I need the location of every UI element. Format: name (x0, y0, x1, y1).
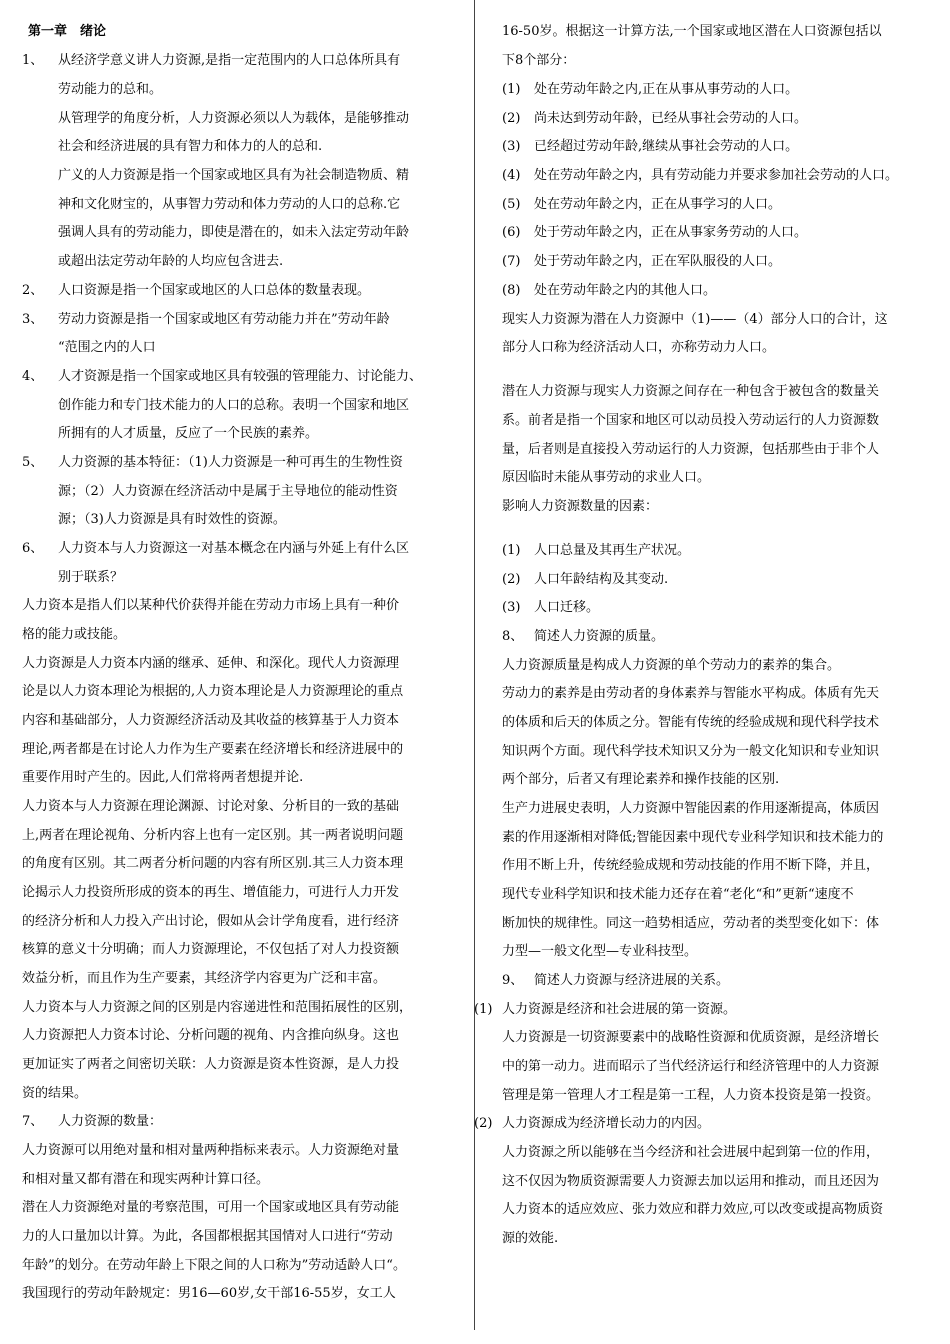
text-line: 内容和基础部分，人力资源经济活动及其收益的核算基于人力资本 (22, 713, 400, 728)
text-line: (7) (502, 254, 521, 269)
text-line: 管理是第一管理人才工程是第一工程，人力资本投资是第一投资。 (502, 1088, 880, 1103)
text-line: 人力资源的数量： (58, 1114, 163, 1129)
text-line: 的体质和后天的体质之分。智能有传统的经验成规和现代科学技术 (502, 715, 880, 730)
text-line: (2) (474, 1116, 493, 1131)
text-line: 人口资源是指一个国家或地区的人口总体的数量表现。 (58, 283, 371, 298)
text-line: 系。前者是指一个国家和地区可以动员投入劳动运行的人力资源数 (502, 413, 880, 428)
text-line: 别于联系？ (58, 570, 124, 585)
text-line: 部分人口称为经济活动人口，亦称劳动力人口。 (502, 340, 776, 355)
text-line: (1) (502, 543, 521, 558)
text-line: 影响人力资源数量的因素： (502, 499, 659, 514)
text-line: 人口总量及其再生产状况。 (534, 543, 691, 558)
text-line: 知识两个方面。现代科学技术知识又分为一般文化知识和专业知识 (502, 744, 880, 759)
text-line: 创作能力和专门技术能力的人口的总称。表明一个国家和地区 (58, 398, 410, 413)
text-line: 劳动能力的总和。 (58, 82, 163, 97)
chapter-title: 第一章 绪论 (28, 24, 107, 39)
text-line: (8) (502, 283, 521, 298)
text-line: 3、 (22, 312, 44, 327)
text-line: 从经济学意义讲人力资源,是指一定范围内的人口总体所具有 (58, 53, 401, 68)
text-line: 格的能力或技能。 (22, 627, 127, 642)
text-line: 2、 (22, 283, 44, 298)
text-line: 所拥有的人才质量，反应了一个民族的素养。 (58, 426, 319, 441)
text-line: (3) (502, 139, 521, 154)
text-line: (1) (474, 1002, 493, 1017)
text-line: 处于劳动年龄之内，正在军队服役的人口。 (534, 254, 782, 269)
text-line: 从管理学的角度分析，人力资源必须以人为载体，是能够推动 (58, 111, 410, 126)
text-line: (5) (502, 197, 521, 212)
text-line: 人力资本与人力资源在理论渊源、讨论对象、分析目的一致的基础 (22, 799, 400, 814)
text-line: 源；（2）人力资源在经济活动中是属于主导地位的能动性资 (58, 484, 398, 499)
text-line: 生产力进展史表明，人力资源中智能因素的作用逐渐提高，体质因 (502, 801, 880, 816)
text-line: 人力资源是一切资源要素中的战略性资源和优质资源，是经济增长 (502, 1030, 880, 1045)
text-line: 现实人力资源为潜在人力资源中（1)——（4）部分人口的合计，这 (502, 312, 888, 327)
text-line: 核算的意义十分明确；而人力资源理论，不仅包括了对人力投资额 (22, 942, 400, 957)
text-line: 或超出法定劳动年龄的人均应包含进去. (58, 254, 284, 269)
text-line: (2) (502, 572, 521, 587)
text-line: 的经济分析和人力投入产出讨论，假如从会计学角度看，进行经济 (22, 914, 400, 929)
text-line: 理论,两者都是在讨论人力作为生产要素在经济增长和经济进展中的 (22, 742, 404, 757)
text-line: 已经超过劳动年龄,继续从事社会劳动的人口。 (534, 139, 799, 154)
text-line: 人力资源质量是构成人力资源的单个劳动力的素养的集合。 (502, 658, 841, 673)
text-line: 1、 (22, 53, 44, 68)
text-line: 简述人力资源与经济进展的关系。 (534, 973, 730, 988)
text-line: 我国现行的劳动年龄规定：男16—60岁,女干部16-55岁，女工人 (22, 1286, 396, 1301)
text-line: 人力资本是指人们以某种代价获得并能在劳动力市场上具有一种价 (22, 598, 400, 613)
text-line: 原因临时未能从事劳动的求业人口。 (502, 470, 711, 485)
text-line: 人力资本与人力资源这一对基本概念在内涵与外延上有什么区 (58, 541, 410, 556)
text-line: 处在劳动年龄之内的其他人口。 (534, 283, 717, 298)
text-line: (4) (502, 168, 521, 183)
text-line: 强调人具有的劳动能力，即使是潜在的，如未入法定劳动年龄 (58, 225, 410, 240)
text-line: 论揭示人力投资所形成的资本的再生、增值能力，可进行人力开发 (22, 885, 400, 900)
text-line: 4、 (22, 369, 44, 384)
text-line: (2) (502, 111, 521, 126)
text-line: 8、 (502, 629, 524, 644)
text-line: 劳动力资源是指一个国家或地区有劳动能力并在”劳动年龄 (58, 312, 390, 327)
text-line: 潜在人力资源绝对量的考察范围，可用一个国家或地区具有劳动能 (22, 1200, 400, 1215)
text-line: 力的人口量加以计算。为此，各国都根据其国情对人口进行“劳动 (22, 1229, 393, 1244)
text-line: 源的效能. (502, 1231, 559, 1246)
text-line: 神和文化财宝的，从事智力劳动和体力劳动的人口的总称.它 (58, 197, 401, 212)
text-line: 资的结果。 (22, 1086, 88, 1101)
text-line: 5、 (22, 455, 44, 470)
text-line: 人口迁移。 (534, 600, 600, 615)
text-line: 人力资源是人力资本内涵的继承、延伸、和深化。现代人力资源理 (22, 656, 400, 671)
text-line: 下8个部分： (502, 53, 576, 68)
text-line: 论是以人力资本理论为根据的,人力资本理论是人力资源理论的重点 (22, 684, 404, 699)
text-line: 和相对量又都有潜在和现实两种计算口径。 (22, 1172, 270, 1187)
text-line: (6) (502, 225, 521, 240)
text-line: 7、 (22, 1114, 44, 1129)
text-line: 处在劳动年龄之内，正在从事学习的人口。 (534, 197, 782, 212)
text-line: 人力资源的基本特征：（1)人力资源是一种可再生的生物性资 (58, 455, 403, 470)
text-line: 力型—一般文化型—专业科技型。 (502, 944, 698, 959)
text-line: 人力资源可以用绝对量和相对量两种指标来表示。人力资源绝对量 (22, 1143, 400, 1158)
text-line: 断加快的规律性。同这一趋势相适应，劳动者的类型变化如下：体 (502, 916, 880, 931)
text-line: 9、 (502, 973, 524, 988)
text-line: 更加证实了两者之间密切关联：人力资源是资本性资源，是人力投 (22, 1057, 400, 1072)
text-line: 处在劳动年龄之内,正在从事从事劳动的人口。 (534, 82, 799, 97)
text-line: 潜在人力资源与现实人力资源之间存在一种包含于被包含的数量关 (502, 384, 880, 399)
text-line: 素的作用逐渐相对降低;智能因素中现代专业科学知识和技术能力的 (502, 830, 884, 845)
text-line: 源；（3)人力资源是具有时效性的资源。 (58, 512, 286, 527)
text-line: 人力资源成为经济增长动力的内因。 (502, 1116, 711, 1131)
text-line: 劳动力的素养是由劳动者的身体素养与智能水平构成。体质有先天 (502, 686, 880, 701)
text-line: 人口年龄结构及其变动. (534, 572, 669, 587)
text-line: 广义的人力资源是指一个国家或地区具有为社会制造物质、精 (58, 168, 410, 183)
text-line: 的角度有区别。其二两者分析问题的内容有所区别.其三人力资本理 (22, 856, 404, 871)
text-line: 人力资源是经济和社会进展的第一资源。 (502, 1002, 737, 1017)
text-line: 效益分析，而且作为生产要素，其经济学内容更为广泛和丰富。 (22, 971, 387, 986)
text-line: 16-50岁。根据这一计算方法,一个国家或地区潜在人口资源包括以 (502, 24, 882, 39)
text-line: 尚未达到劳动年龄，已经从事社会劳动的人口。 (534, 111, 808, 126)
text-line: 作用不断上升，传统经验成规和劳动技能的作用不断下降，并且， (502, 858, 880, 873)
text-line: 中的第一动力。进而昭示了当代经济运行和经济管理中的人力资源 (502, 1059, 880, 1074)
text-line: 处于劳动年龄之内，正在从事家务劳动的人口。 (534, 225, 808, 240)
text-line: 人力资本与人力资源之间的区别是内容递进性和范围拓展性的区别， (22, 1000, 413, 1015)
text-line: 人力资源之所以能够在当今经济和社会进展中起到第一位的作用， (502, 1145, 880, 1160)
text-line: 上,两者在理论视角、分析内容上也有一定区别。其一两者说明问题 (22, 828, 404, 843)
text-line: 人力资源把人力资本讨论、分析问题的视角、内含推向纵身。这也 (22, 1028, 400, 1043)
text-line: 重要作用时产生的。因此,人们常将两者想提并论. (22, 770, 304, 785)
text-line: 简述人力资源的质量。 (534, 629, 665, 644)
text-line: 现代专业科学知识和技术能力还存在着“老化“和”更新“速度不 (502, 887, 854, 902)
text-line: (3) (502, 600, 521, 615)
text-line: 6、 (22, 541, 44, 556)
text-line: 社会和经济进展的具有智力和体力的人的总和. (58, 139, 323, 154)
text-line: 处在劳动年龄之内，具有劳动能力并要求参加社会劳动的人口。 (534, 168, 899, 183)
text-line: (1) (502, 82, 521, 97)
text-line: 两个部分，后者又有理论素养和操作技能的区别. (502, 772, 780, 787)
text-line: 年龄”的划分。在劳动年龄上下限之间的人口称为”劳动适龄人口“。 (22, 1258, 406, 1273)
text-line: 量，后者则是直接投入劳动运行的人力资源，包括那些由于非个人 (502, 442, 880, 457)
text-line: “范围之内的人口 (58, 340, 156, 355)
text-line: 这不仅因为物质资源需要人力资源去加以运用和推动，而且还因为 (502, 1174, 880, 1189)
text-line: 人力资本的适应效应、张力效应和群力效应,可以改变或提高物质资 (502, 1202, 884, 1217)
text-line: 人才资源是指一个国家或地区具有较强的管理能力、讨论能力、 (58, 369, 423, 384)
